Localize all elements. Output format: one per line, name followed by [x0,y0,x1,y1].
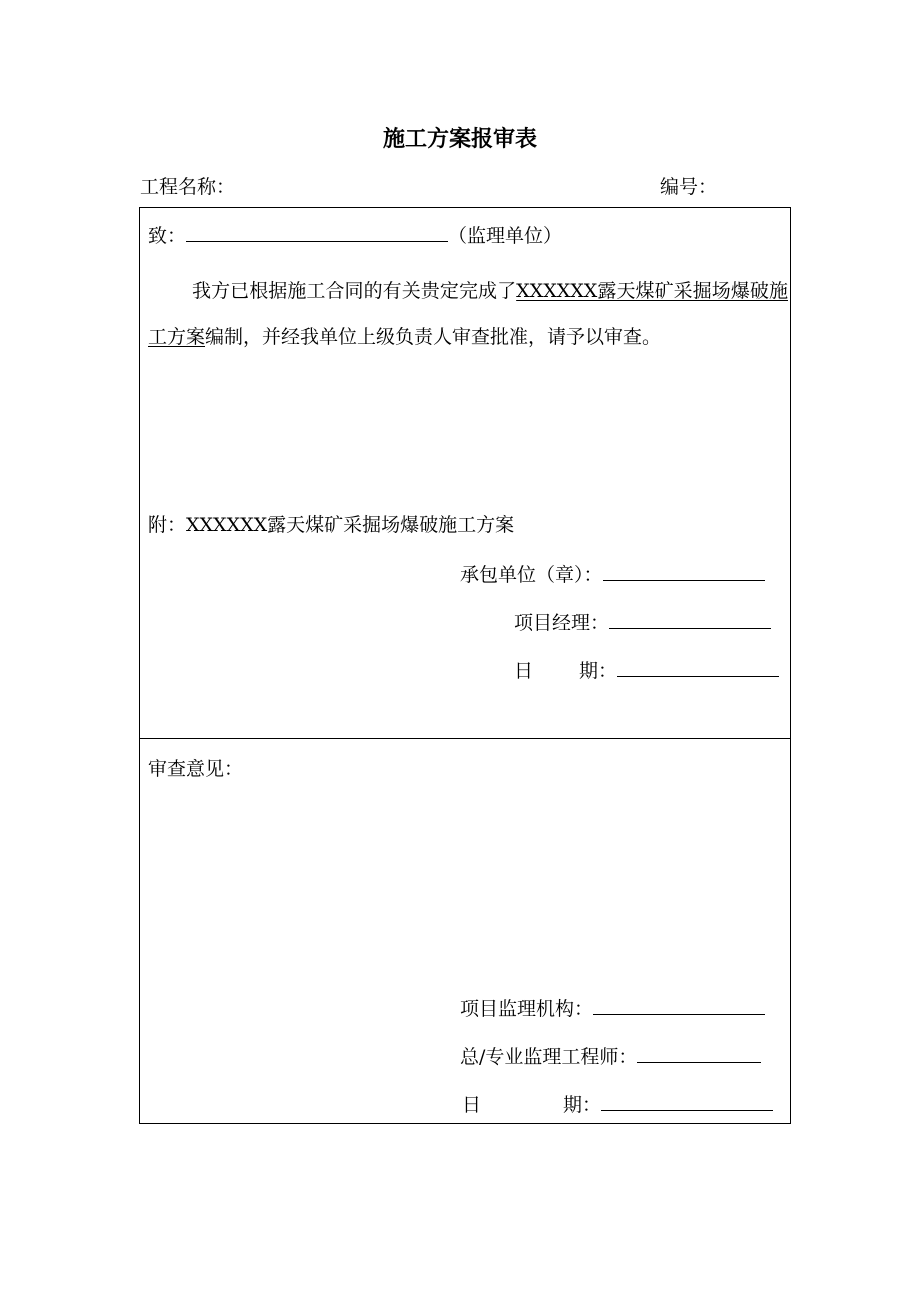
engineer-line [460,1042,761,1069]
contractor-blank[interactable] [603,566,765,581]
date-label-day: 日 [514,660,534,682]
date-label-period: 期： [579,660,618,682]
body-before: 我方已根据施工合同的有关贵定完成了 [192,280,517,302]
agency-label: 项目监理机构： [460,998,594,1020]
number-label: 编号： [660,176,718,198]
date-blank-1[interactable] [617,662,779,677]
manager-line [514,608,771,635]
supervision-unit-label: （监理单位） [448,225,563,247]
manager-blank[interactable] [609,614,771,629]
plan-name-underlined: XXXXXX露天煤矿采掘场爆破施工方案 [148,280,788,348]
opinion-label: 审查意见： [148,758,244,780]
engineer-label: 总/专业监理工程师： [460,1046,638,1068]
agency-blank[interactable] [593,1000,765,1015]
body-after: 编制，并经我单位上级负责人审查批准，请予以审查。 [205,326,662,348]
date2-label-period: 期： [563,1094,602,1116]
attachment-line: 附：XXXXXX露天煤矿采掘场爆破施工方案 [148,514,515,536]
to-blank[interactable] [186,227,448,242]
date-blank-2[interactable] [601,1096,773,1111]
project-name-label: 工程名称： [140,176,236,198]
date-line-1 [514,656,779,683]
request-paragraph [148,268,788,360]
engineer-blank[interactable] [637,1048,761,1063]
contractor-label: 承包单位（章）： [460,564,603,586]
to-label: 致： [148,225,187,247]
contractor-line [460,560,765,587]
date-line-2 [462,1090,773,1117]
manager-label: 项目经理： [514,612,610,634]
date2-label-day: 日 [462,1094,482,1116]
page-title: 施工方案报审表 [382,126,537,152]
to-line [148,221,562,248]
agency-line [460,994,765,1021]
section-divider [139,738,791,739]
